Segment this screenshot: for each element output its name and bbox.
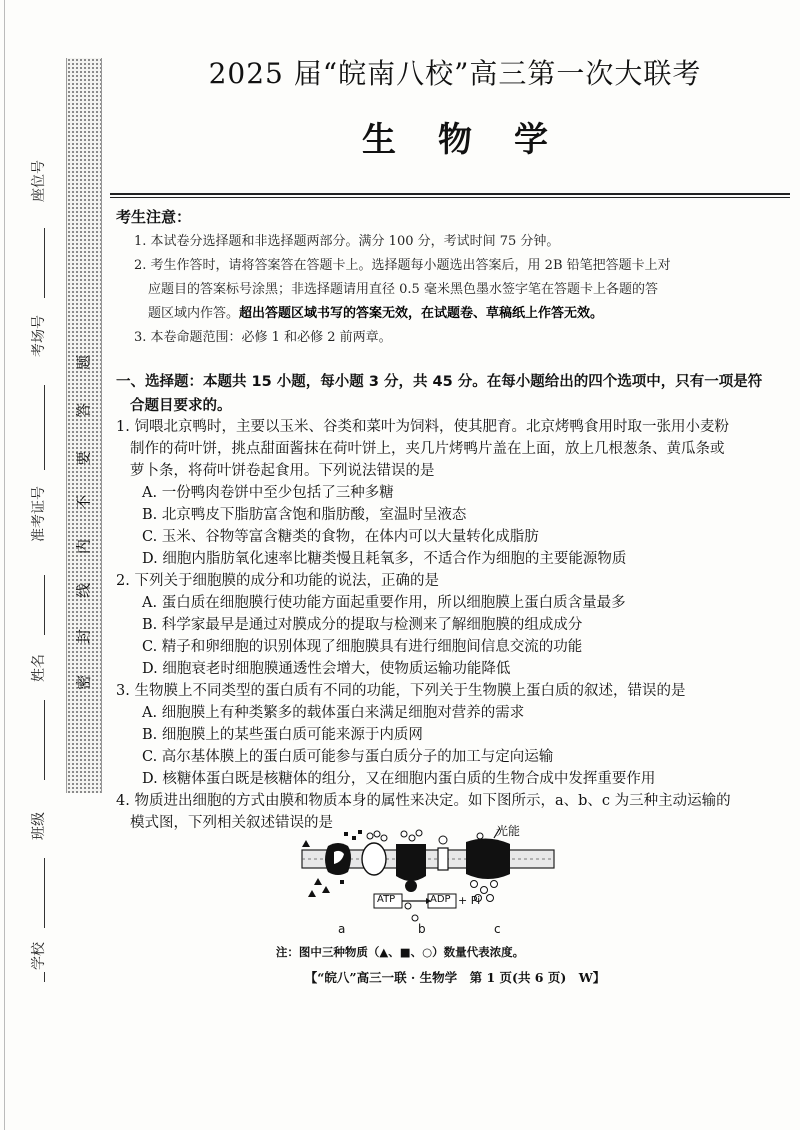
seal-char: 题 <box>74 355 93 371</box>
notice-item-2-normal: 题区域内作答。 <box>148 306 240 321</box>
notice-item-2-line-3 <box>148 301 784 327</box>
seal-char: 密 <box>74 675 93 691</box>
name-field: 姓名 <box>31 654 47 682</box>
question-1-line-1: 1. 饲喂北京鸭时，主要以玉米、谷类和菜叶为饲料，使其肥育。北京烤鸭食用时取一张用小麦粉 <box>116 419 729 435</box>
question-1-option-d: D. 细胞内脂肪氧化速率比糖类慢且耗氧多，不适合作为细胞的主要能源物质 <box>142 551 627 567</box>
transporter-b <box>396 844 426 881</box>
question-1-stem <box>116 416 788 482</box>
subject-title: 生物学 <box>362 120 590 160</box>
class-field: 班级 <box>31 812 47 840</box>
light-energy-label: 光能 <box>496 824 521 838</box>
section-heading-line-1: 一、选择题：本题共 15 小题，每小题 3 分，共 45 分。在每小题给出的四个选项中，只有一项是符 <box>116 374 763 390</box>
question-2-option-d: D. 细胞衰老时细胞膜通透性会增大，使物质运输功能降低 <box>142 661 511 677</box>
question-1-option-c: C. 玉米、谷物等富含糖类的食物，在体内可以大量转化成脂肪 <box>142 529 539 545</box>
school-field: 学校 <box>31 942 47 970</box>
question-2-stem <box>116 570 788 592</box>
seal-char: 封 <box>74 629 93 645</box>
admission-ticket-field: 准考证号 <box>31 486 47 542</box>
question-2-option-c: C. 精子和卵细胞的识别体现了细胞膜具有进行细胞间信息交流的功能 <box>142 639 583 655</box>
page-edge-line <box>4 0 5 1130</box>
page-footer: 【“皖八”高三一联 · 生物学 第 1 页(共 6 页) W】 <box>304 970 606 985</box>
section-heading-line-2: 合题目要求的。 <box>130 398 232 414</box>
seal-char: 不 <box>74 495 93 511</box>
notice-item-2-emphasis: 超出答题区域书写的答案无效，在试题卷、草稿纸上作答无效。 <box>239 306 604 321</box>
notice-item-3: 3. 本卷命题范围：必修 1 和必修 2 前两章。 <box>134 330 392 345</box>
atp-label: ATP <box>377 894 396 905</box>
name-blank <box>44 700 45 780</box>
notice-item-2-line-1: 2. 考生作答时，请将答案答在答题卡上。选择题每小题选出答案后，用 2B 铅笔把答题卡上对 <box>134 258 671 273</box>
question-4-line-2: 模式图，下列相关叙述错误的是 <box>130 815 333 831</box>
figure-note: 注：图中三种物质（▲、■、○）数量代表浓度。 <box>275 945 525 959</box>
seat-number-blank <box>44 228 45 298</box>
active-transport-diagram <box>300 824 560 938</box>
question-3-option-d: D. 核糖体蛋白既是核糖体的组分，又在细胞内蛋白质的生物合成中发挥重要作用 <box>142 771 656 787</box>
section-heading <box>116 370 786 418</box>
notice-item-2-line-2: 应题目的答案标号涂黑；非选择题请用直径 0.5 毫米黑色墨水签字笔在答题卡上各题的答 <box>148 282 658 297</box>
square-marker <box>344 832 348 836</box>
seal-char: 线 <box>74 583 93 599</box>
question-3-option-c: C. 高尔基体膜上的蛋白质可能参与蛋白质分子的加工与定向运输 <box>142 749 554 765</box>
admission-ticket-blank <box>44 575 45 635</box>
exam-room-blank <box>44 385 45 470</box>
question-2-line-1: 2. 下列关于细胞膜的成分和功能的说法，正确的是 <box>116 573 439 589</box>
notice-title: 考生注意： <box>116 208 192 226</box>
question-2-option-a: A. 蛋白质在细胞膜行使功能方面起重要作用，所以细胞膜上蛋白质含量最多 <box>142 595 626 611</box>
question-2-option-b: B. 科学家最早是通过对膜成分的提取与检测来了解细胞膜的组成成分 <box>142 617 583 633</box>
header-rule <box>110 193 790 195</box>
panel-b-label: b <box>418 922 426 936</box>
question-3-stem <box>116 680 788 702</box>
seat-number-field: 座位号 <box>31 160 47 202</box>
question-1-option-b: B. 北京鸭皮下脂肪富含饱和脂肪酸，室温时呈液态 <box>142 507 467 523</box>
seal-char: 要 <box>74 451 93 467</box>
question-3-line-1: 3. 生物膜上不同类型的蛋白质有不同的功能，下列关于生物膜上蛋白质的叙述，错误的是 <box>116 683 686 699</box>
pi-label: + Pi <box>458 894 481 907</box>
class-blank <box>44 858 45 928</box>
transporter-c <box>466 838 510 879</box>
panel-a-label: a <box>338 922 346 936</box>
header-rule-thin <box>110 197 790 198</box>
panel-c-label: c <box>494 922 501 936</box>
triangle-marker <box>314 878 322 885</box>
notice-item-1: 1. 本试卷分选择题和非选择题两部分。满分 100 分，考试时间 75 分钟。 <box>134 234 560 249</box>
seal-char: 答 <box>74 403 93 419</box>
question-3-option-b: B. 细胞膜上的某些蛋白质可能来源于内质网 <box>142 727 423 743</box>
school-blank <box>44 972 45 982</box>
question-1-line-3: 萝卜条，将荷叶饼卷起食用。下列说法错误的是 <box>130 463 435 479</box>
question-1-option-a: A. 一份鸭肉卷饼中至少包括了三种多糖 <box>142 485 394 501</box>
adp-label: ADP <box>430 894 451 905</box>
exam-room-field: 考场号 <box>31 315 47 357</box>
exam-title: 2025 届“皖南八校”高三第一次大联考 <box>208 57 702 90</box>
question-4-line-1: 4. 物质进出细胞的方式由膜和物质本身的属性来决定。如下图所示，a、b、c 为三种主动运输的 <box>116 793 731 809</box>
seal-char: 内 <box>74 539 93 555</box>
question-3-option-a: A. 细胞膜上有种类繁多的载体蛋白来满足细胞对营养的需求 <box>142 705 525 721</box>
question-1-line-2: 制作的荷叶饼，挑点甜面酱抹在荷叶饼上，夹几片烤鸭片盖在上面，放上几根葱条、黄瓜条或 <box>130 441 725 457</box>
